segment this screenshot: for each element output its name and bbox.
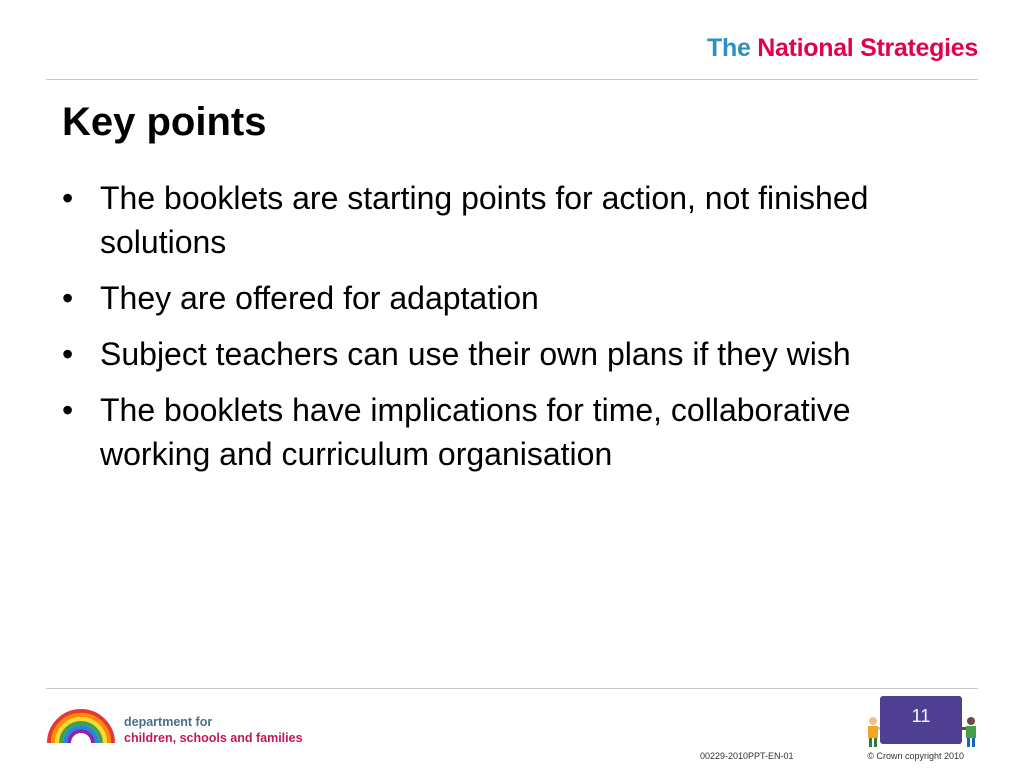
copyright-notice: © Crown copyright 2010 [867,751,964,761]
bullet-text: The booklets have implications for time, collaborative working and curriculum organisation [100,392,851,472]
bullet-marker: • [62,392,74,428]
bullet-text: Subject teachers can use their own plans if they wish [100,336,851,372]
bullet-item [62,176,962,264]
bullet-marker: • [62,180,74,216]
bullet-list [62,176,962,488]
slide-title: Key points [62,100,267,144]
bullet-text: They are offered for adaptation [100,280,539,316]
bullet-item [62,332,962,376]
brand-name: National Strategies [757,34,978,62]
footer-divider [46,688,978,689]
bullet-marker: • [62,280,74,316]
national-strategies-logo [707,34,978,63]
page-number-badge [880,696,962,744]
rainbow-logo-icon [46,708,116,744]
department-name [124,714,303,746]
header-divider [46,79,978,80]
bullet-item [62,276,962,320]
bullet-text: The booklets are starting points for action, not finished solutions [100,180,869,260]
page-number: 11 [911,706,931,726]
child-figure-icon [960,716,982,748]
bullet-marker: • [62,336,74,372]
document-reference: 00229-2010PPT-EN-01 [700,751,794,761]
dept-line-2: children, schools and families [124,731,303,745]
dept-line-1: department for [124,715,213,729]
bullet-item [62,388,962,476]
brand-the: The [707,34,751,62]
